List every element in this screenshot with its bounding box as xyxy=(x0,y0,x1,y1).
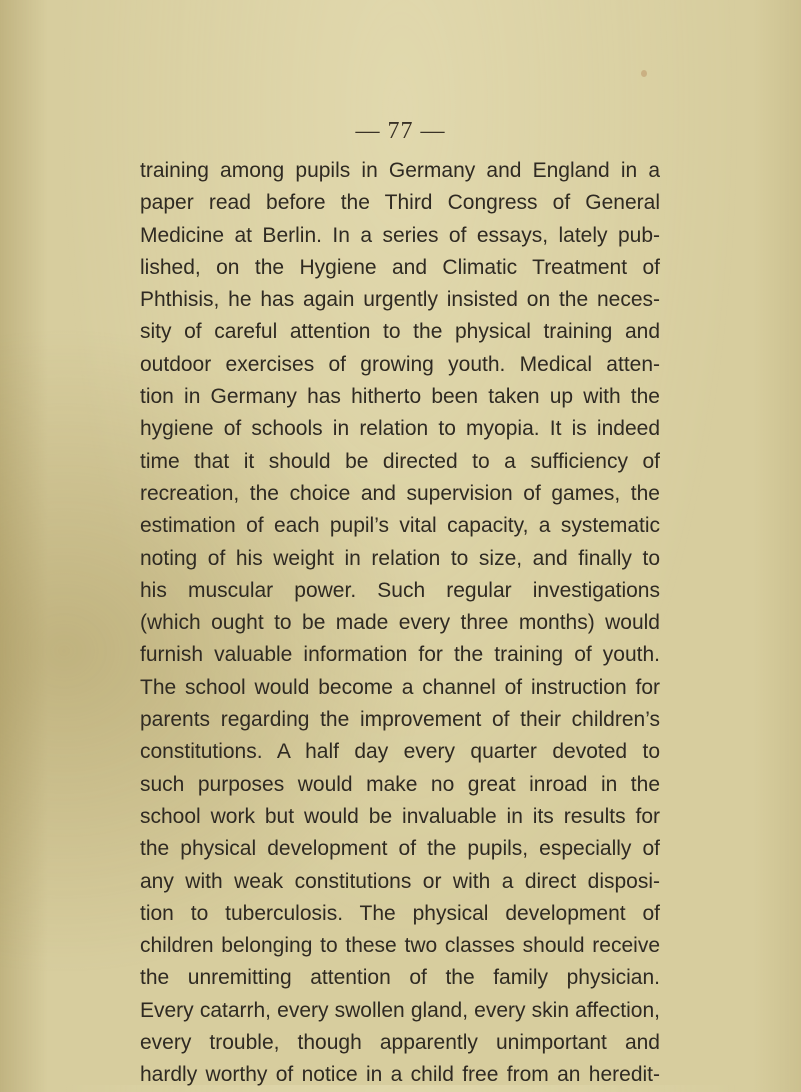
text-line: time that it should be directed to a sufficiency of xyxy=(140,449,660,473)
text-line: recreation, the choice and supervision of games, the xyxy=(140,481,660,505)
text-line: hardly worthy of notice in a child free from an heredit- xyxy=(140,1063,660,1087)
text-line: constitutions. A half day every quarter devoted to xyxy=(140,740,660,764)
text-line: hygiene of schools in relation to myopia. It is indeed xyxy=(140,417,660,441)
text-line: outdoor exercises of growing youth. Medical atten- xyxy=(140,352,660,376)
text-line: Medicine at Berlin. In a series of essays, lately pub- xyxy=(140,223,660,247)
text-line: the physical development of the pupils, especially of xyxy=(140,837,660,861)
text-line: any with weak constitutions or with a direct disposi- xyxy=(140,869,660,893)
page-number: — 77 — xyxy=(355,118,446,144)
text-line: Every catarrh, every swollen gland, every skin affection, xyxy=(140,998,660,1022)
body-text xyxy=(140,155,660,1092)
text-line: his muscular power. Such regular investigations xyxy=(140,578,660,602)
text-line: such purposes would make no great inroad in the xyxy=(140,772,660,796)
text-line: furnish valuable information for the training of youth. xyxy=(140,643,660,667)
text-line: Phthisis, he has again urgently insisted on the neces- xyxy=(140,288,660,312)
text-line: parents regarding the improvement of their children’s xyxy=(140,708,660,732)
paper-stain xyxy=(641,70,647,77)
text-line: (which ought to be made every three months) would xyxy=(140,611,660,635)
text-line: lished, on the Hygiene and Climatic Treatment of xyxy=(140,255,660,279)
text-line: training among pupils in Germany and England in a xyxy=(140,159,660,182)
text-line: tion in Germany has hitherto been taken up with the xyxy=(140,385,660,409)
text-line: school work but would be invaluable in its results for xyxy=(140,804,660,828)
text-line: noting of his weight in relation to size, and finally to xyxy=(140,546,660,570)
text-line: children belonging to these two classes should receive xyxy=(140,934,660,958)
text-line: every trouble, though apparently unimportant and xyxy=(140,1031,660,1055)
text-line: The school would become a channel of instruction for xyxy=(140,675,660,699)
text-line: the unremitting attention of the family physician. xyxy=(140,966,660,990)
text-line: sity of careful attention to the physical training and xyxy=(140,320,660,344)
text-line: tion to tuberculosis. The physical development of xyxy=(140,901,660,925)
text-line: paper read before the Third Congress of General xyxy=(140,191,660,215)
text-line: estimation of each pupil’s vital capacity, a systematic xyxy=(140,514,660,538)
